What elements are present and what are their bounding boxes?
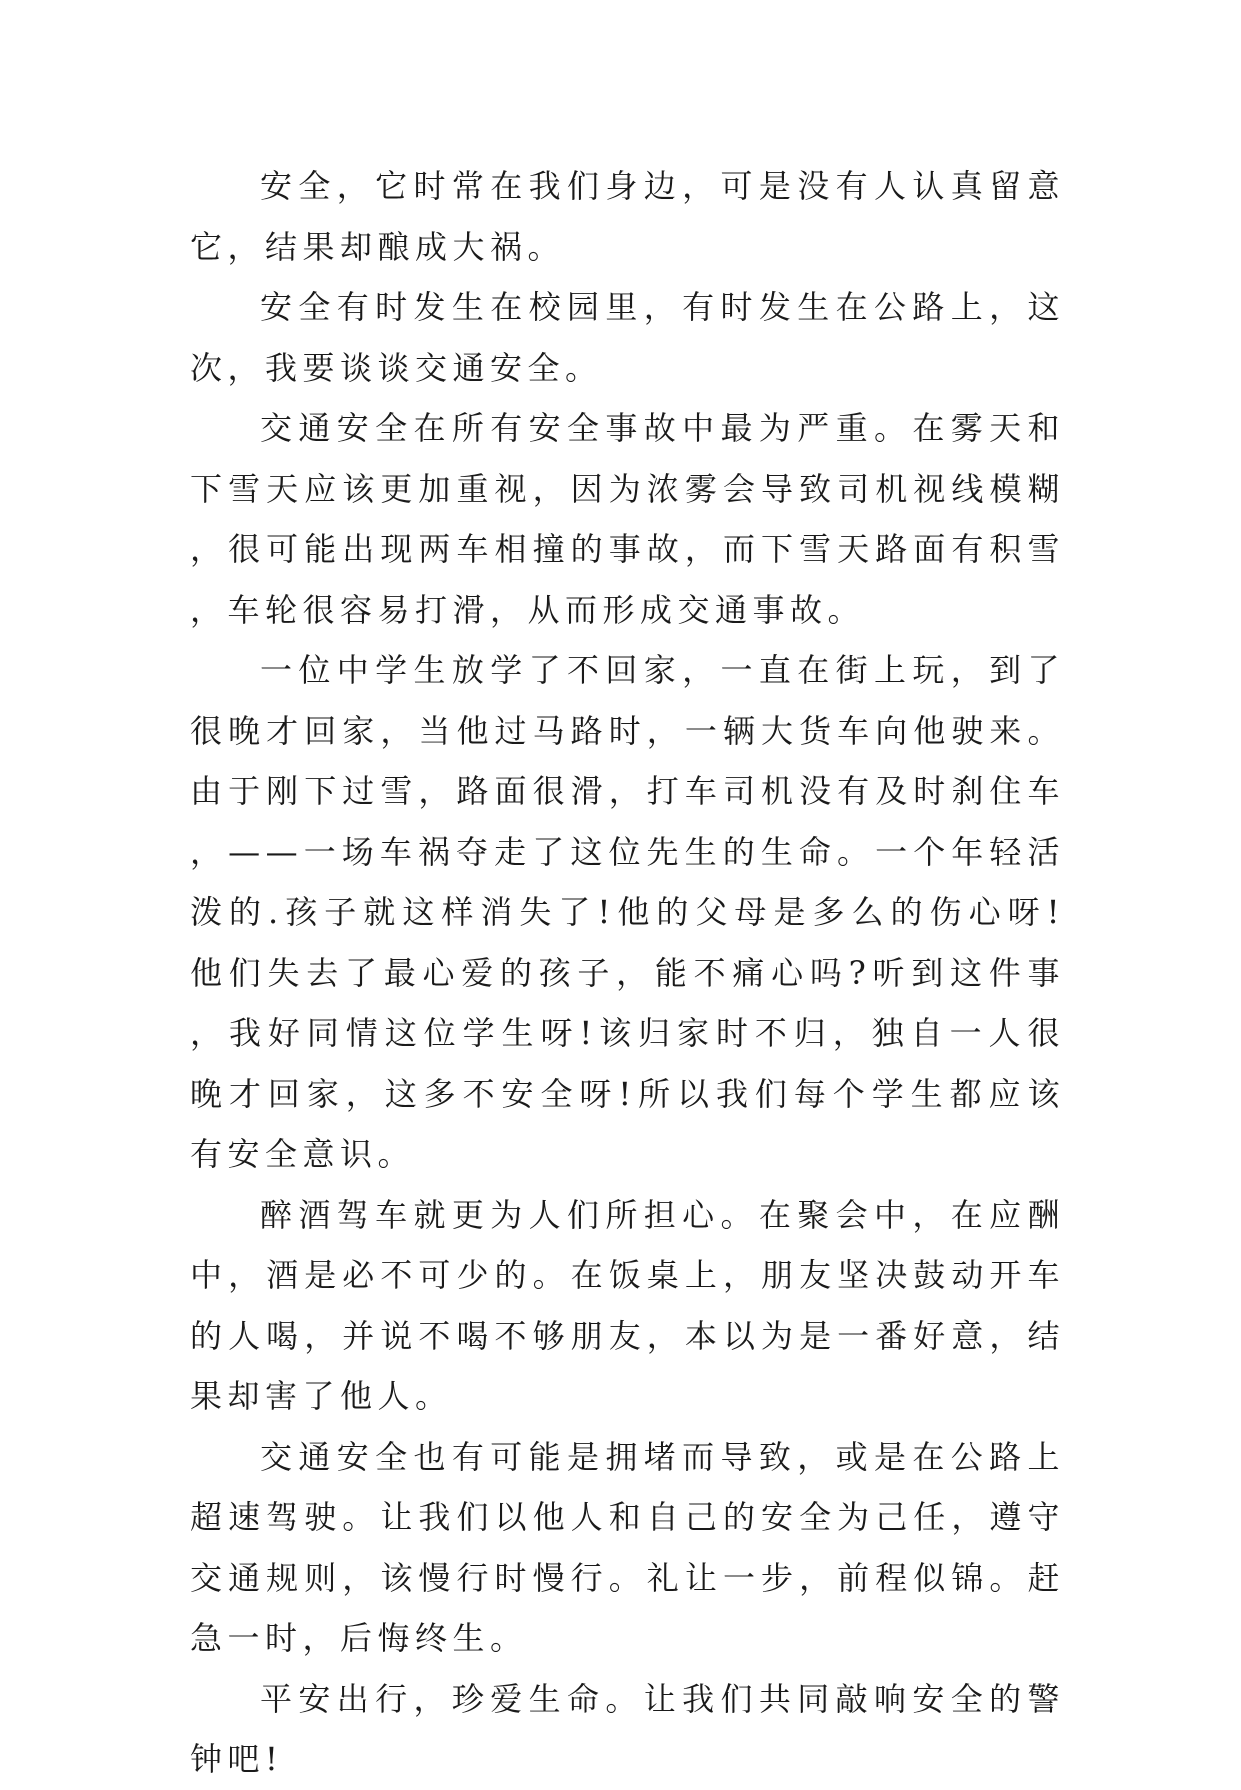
paragraph-7: 平安出行，珍爱生命。让我们共同敲响安全的警钟吧! bbox=[190, 1679, 1065, 1778]
paragraph-5: 醉酒驾车就更为人们所担心。在聚会中，在应酬中，酒是必不可少的。在饭桌上，朋友坚决鼓动开车的人喝，并说不喝不够朋友，本以为是一番好意，结果却害了他人。 bbox=[190, 1195, 1065, 1415]
paragraph-2: 安全有时发生在校园里，有时发生在公路上，这次，我要谈谈交通安全。 bbox=[190, 288, 1065, 387]
paragraph-6: 交通安全也有可能是拥堵而导致，或是在公路上超速驾驶。让我们以他人和自己的安全为己任，遵守交通规则，该慢行时慢行。礼让一步，前程似锦。赶急一时，后悔终生。 bbox=[190, 1437, 1065, 1657]
article-body bbox=[190, 156, 1065, 1790]
paragraph-1: 安全，它时常在我们身边，可是没有人认真留意它，结果却酿成大祸。 bbox=[190, 167, 1065, 266]
paragraph-3: 交通安全在所有安全事故中最为严重。在雾天和下雪天应该更加重视，因为浓雾会导致司机视线模糊，很可能出现两车相撞的事故，而下雪天路面有积雪，车轮很容易打滑，从而形成交通事故。 bbox=[190, 409, 1065, 629]
paragraph-4: 一位中学生放学了不回家，一直在街上玩，到了很晚才回家，当他过马路时，一辆大货车向他驶来。由于刚下过雪，路面很滑，打车司机没有及时刹住车，——一场车祸夺走了这位先生的生命。一个年轻活泼的.孩子就这样消失了!他的父母是多么的伤心呀!他们失去了最心爱的孩子，能不痛心吗?听到这件事，我好同情这位学生呀!该归家时不归，独自一人很晚才回家，这多不安全呀!所以我们每个学生都应该有安全意识。 bbox=[190, 651, 1065, 1173]
